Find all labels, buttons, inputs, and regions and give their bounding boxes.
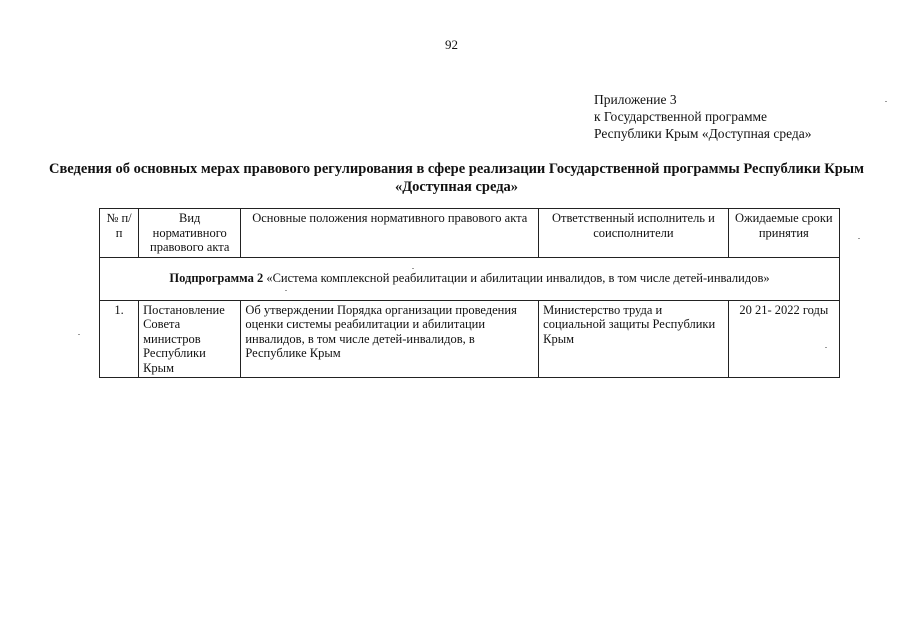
appendix-note [594,91,812,142]
row-term: 20 21- 2022 годы [728,300,839,378]
row-responsible: Министерство труда и социальной защиты Республики Крым [539,300,729,378]
header-term: Ожидаемые сроки принятия [728,209,839,258]
appendix-line-1: Приложение 3 [594,92,677,107]
subprogram-label: Подпрограмма 2 [169,271,264,286]
scan-speck [285,290,287,291]
table-row [100,300,840,378]
subprogram-row [100,257,840,300]
header-responsible: Ответственный исполнитель и соисполнители [539,209,729,258]
row-act-type: Постановление Совета министров Республики Крым [139,300,241,378]
scan-speck [885,101,887,102]
scan-speck [412,268,414,269]
header-num: № п/п [100,209,139,258]
scan-speck [78,334,80,335]
subprogram-cell [100,257,840,300]
measures-table [99,208,840,378]
subprogram-name: «Система комплексной реабилитации и абилитации инвалидов, в том числе детей-инвалидов» [266,271,770,286]
appendix-line-3: Республики Крым «Доступная среда» [594,126,812,141]
scan-speck [858,238,860,239]
page-number: 92 [445,37,458,52]
header-main-provisions: Основные положения нормативного правового акта [241,209,539,258]
row-num: 1. [100,300,139,378]
table-header-row [100,209,840,258]
header-act-type: Вид нормативного правового акта [139,209,241,258]
document-title: Сведения об основных мерах правового регулирования в сфере реализации Государственной программы Республики Крым «Доступная среда» [49,161,864,195]
scan-speck [825,347,827,348]
row-main-provisions: Об утверждении Порядка организации проведения оценки системы реабилитации и абилитации инвалидов, в том числе детей-инвалидов, в Республике Крым [241,300,539,378]
appendix-line-2: к Государственной программе [594,109,768,124]
